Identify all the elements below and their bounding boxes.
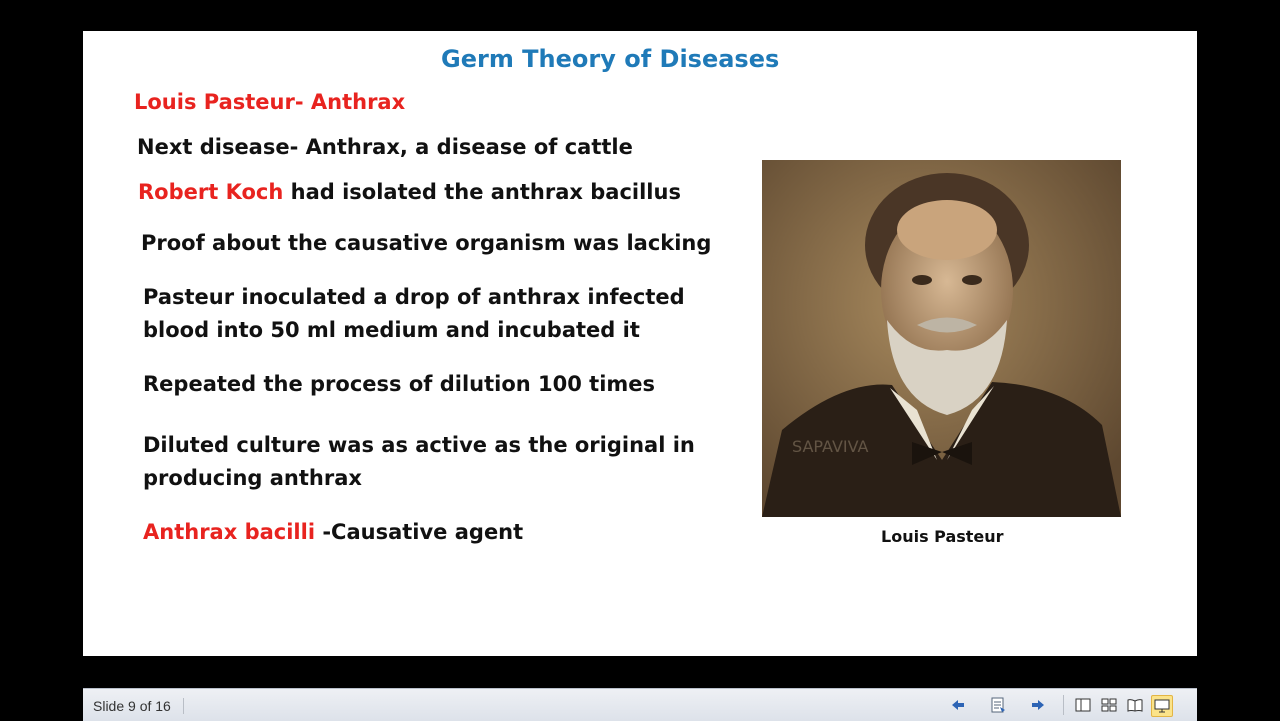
- bullet-text: Diluted culture was as active as the original in: [143, 433, 695, 457]
- previous-icon[interactable]: [948, 695, 968, 715]
- bullet-text: Repeated the process of dilution 100 times: [143, 372, 656, 396]
- bullet-text: -Causative agent: [315, 520, 524, 544]
- portrait-illustration: [762, 160, 1121, 517]
- photo-caption: Louis Pasteur: [881, 527, 1004, 546]
- bullet-line-4: [143, 281, 685, 347]
- bullet-line-1: [137, 131, 633, 164]
- bullet-text: producing anthrax: [143, 466, 362, 490]
- slide-sorter-icon[interactable]: [1099, 695, 1119, 715]
- photo-watermark: SAPAVIVA: [792, 437, 869, 456]
- slide-canvas: [83, 31, 1197, 656]
- bullet-line-5: [143, 368, 655, 401]
- slide-subtitle: Louis Pasteur- Anthrax: [134, 90, 406, 114]
- bullet-text: blood into 50 ml medium and incubated it: [143, 318, 640, 342]
- slide-indicator: Slide 9 of 16: [93, 698, 184, 714]
- slide-title: Germ Theory of Diseases: [441, 45, 780, 73]
- reading-view-icon[interactable]: [1125, 695, 1145, 715]
- notes-icon[interactable]: [988, 695, 1008, 715]
- next-icon[interactable]: [1028, 695, 1048, 715]
- bullet-line-6: [143, 429, 695, 495]
- divider: [1063, 695, 1064, 715]
- bullet-line-7: [143, 516, 523, 549]
- normal-view-icon[interactable]: [1073, 695, 1093, 715]
- bullet-text: Next disease- Anthrax, a disease of cattle: [137, 135, 633, 159]
- bullet-text: had isolated the anthrax bacillus: [283, 180, 681, 204]
- bullet-text: Proof about the causative organism was lacking: [141, 231, 712, 255]
- bullet-text: Pasteur inoculated a drop of anthrax infected: [143, 285, 685, 309]
- portrait-photo: [762, 160, 1121, 517]
- bullet-highlight: Robert Koch: [138, 180, 284, 204]
- bullet-line-2: [138, 176, 681, 209]
- status-bar: [83, 688, 1197, 721]
- slideshow-icon[interactable]: [1151, 695, 1173, 717]
- bullet-line-3: [141, 227, 711, 260]
- bullet-highlight: Anthrax bacilli: [143, 520, 316, 544]
